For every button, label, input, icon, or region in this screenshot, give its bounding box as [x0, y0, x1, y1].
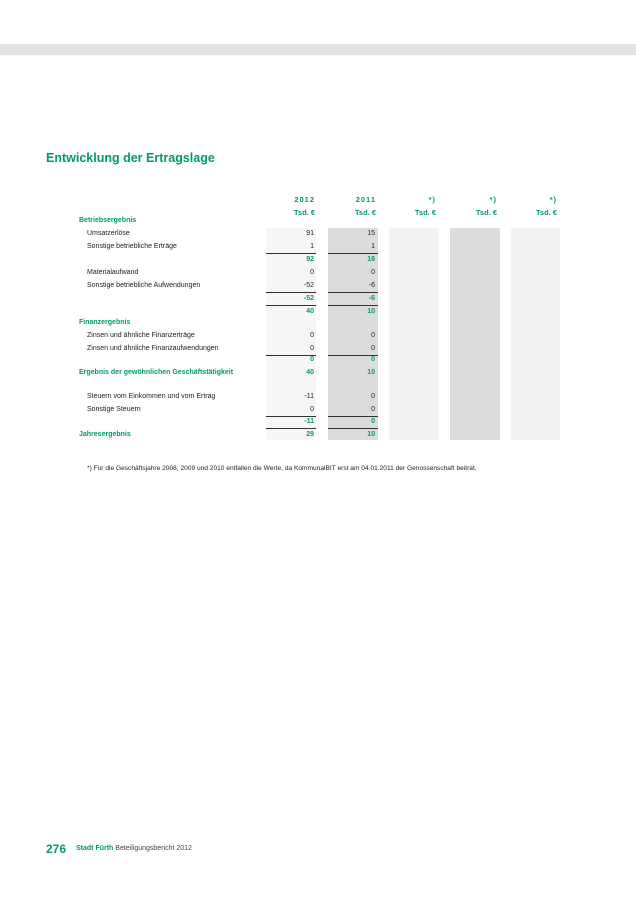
section-heading-jahresergebnis: Jahresergebnis [79, 431, 131, 438]
top-header-bar [0, 44, 636, 55]
cell-2011: 15 [367, 230, 375, 237]
subtotal-2012: -11 [304, 418, 314, 425]
row-label: Zinsen und ähnliche Finanzerträge [87, 332, 195, 339]
sum-line [266, 416, 316, 417]
footer-text: Beteiligungsbericht 2012 [115, 845, 192, 852]
cell-2012: 0 [310, 332, 314, 339]
subtotal-2011: 10 [367, 308, 375, 315]
column-band-4 [450, 228, 500, 440]
row-label: Materialaufwand [87, 269, 139, 276]
subtotal-2012: 0 [310, 356, 314, 363]
column-year: 2011 [355, 195, 376, 204]
subtotal-2012: 92 [306, 256, 314, 263]
column-unit: Tsd. € [414, 208, 436, 217]
sum-line [328, 292, 378, 293]
sum-line [328, 305, 378, 306]
section-heading-ergebnis: Ergebnis der gewöhnlichen Geschäftstätigkeit [79, 369, 234, 376]
subtotal-2011: -6 [368, 295, 375, 302]
cell-2011: 0 [371, 332, 375, 339]
footer [76, 845, 192, 852]
column-band-5 [511, 228, 560, 440]
row-label: Steuern vom Einkommen und vom Ertrag [87, 393, 216, 400]
column-band-3 [389, 228, 439, 440]
subtotal-2011: 0 [371, 356, 375, 363]
cell-2011: 0 [371, 269, 375, 276]
cell-2012: 91 [306, 230, 314, 237]
row-label: Sonstige Steuern [87, 406, 141, 413]
sum-line [328, 253, 378, 254]
cell-2011: 0 [371, 406, 375, 413]
total-2012: 29 [306, 431, 314, 438]
cell-2012: 0 [310, 269, 314, 276]
sum-line [266, 305, 316, 306]
cell-2012: 0 [310, 406, 314, 413]
cell-2012: 1 [310, 243, 314, 250]
sum-line [266, 253, 316, 254]
cell-2011: 1 [371, 243, 375, 250]
cell-2011: 0 [371, 345, 375, 352]
column-unit: Tsd. € [354, 208, 376, 217]
column-year: *) [489, 195, 497, 204]
sum-line [266, 428, 316, 429]
cell-2011: 0 [371, 393, 375, 400]
subtotal-2012: -52 [303, 295, 314, 302]
column-year: *) [549, 195, 557, 204]
section-heading-finanzergebnis: Finanzergebnis [79, 319, 131, 326]
row-label: Umsatzerlöse [87, 230, 130, 237]
subtotal-2011: 16 [367, 256, 375, 263]
page-number: 276 [46, 842, 67, 856]
row-label: Zinsen und ähnliche Finanzaufwendungen [87, 345, 219, 352]
footer-brand: Stadt Fürth [76, 845, 114, 852]
subtotal-2012: 40 [306, 308, 314, 315]
subtotal-2011: 10 [367, 369, 375, 376]
sum-line [328, 416, 378, 417]
cell-2012: -11 [304, 393, 314, 400]
column-year: *) [428, 195, 436, 204]
column-unit: Tsd. € [475, 208, 497, 217]
cell-2012: -52 [303, 282, 314, 289]
footnote: *) Für die Geschäftsjahre 2008, 2009 und 2010 entfallen die Werte, da KommunalBIT erst am 04.01.2011 der Genossenschaft beitrat. [87, 465, 477, 472]
column-unit: Tsd. € [535, 208, 557, 217]
subtotal-2012: 40 [306, 369, 314, 376]
cell-2012: 0 [310, 345, 314, 352]
section-title: Entwicklung der Ertragslage [46, 151, 215, 165]
sum-line [328, 428, 378, 429]
total-2011: 10 [367, 431, 375, 438]
row-label: Sonstige betriebliche Aufwendungen [87, 282, 201, 289]
section-heading-betriebsergebnis: Betriebsergebnis [79, 217, 137, 224]
subtotal-2011: 0 [371, 418, 375, 425]
sum-line [266, 292, 316, 293]
cell-2011: -6 [368, 282, 375, 289]
column-year: 2012 [294, 195, 315, 204]
row-label: Sonstige betriebliche Erträge [87, 243, 177, 250]
column-unit: Tsd. € [293, 208, 315, 217]
